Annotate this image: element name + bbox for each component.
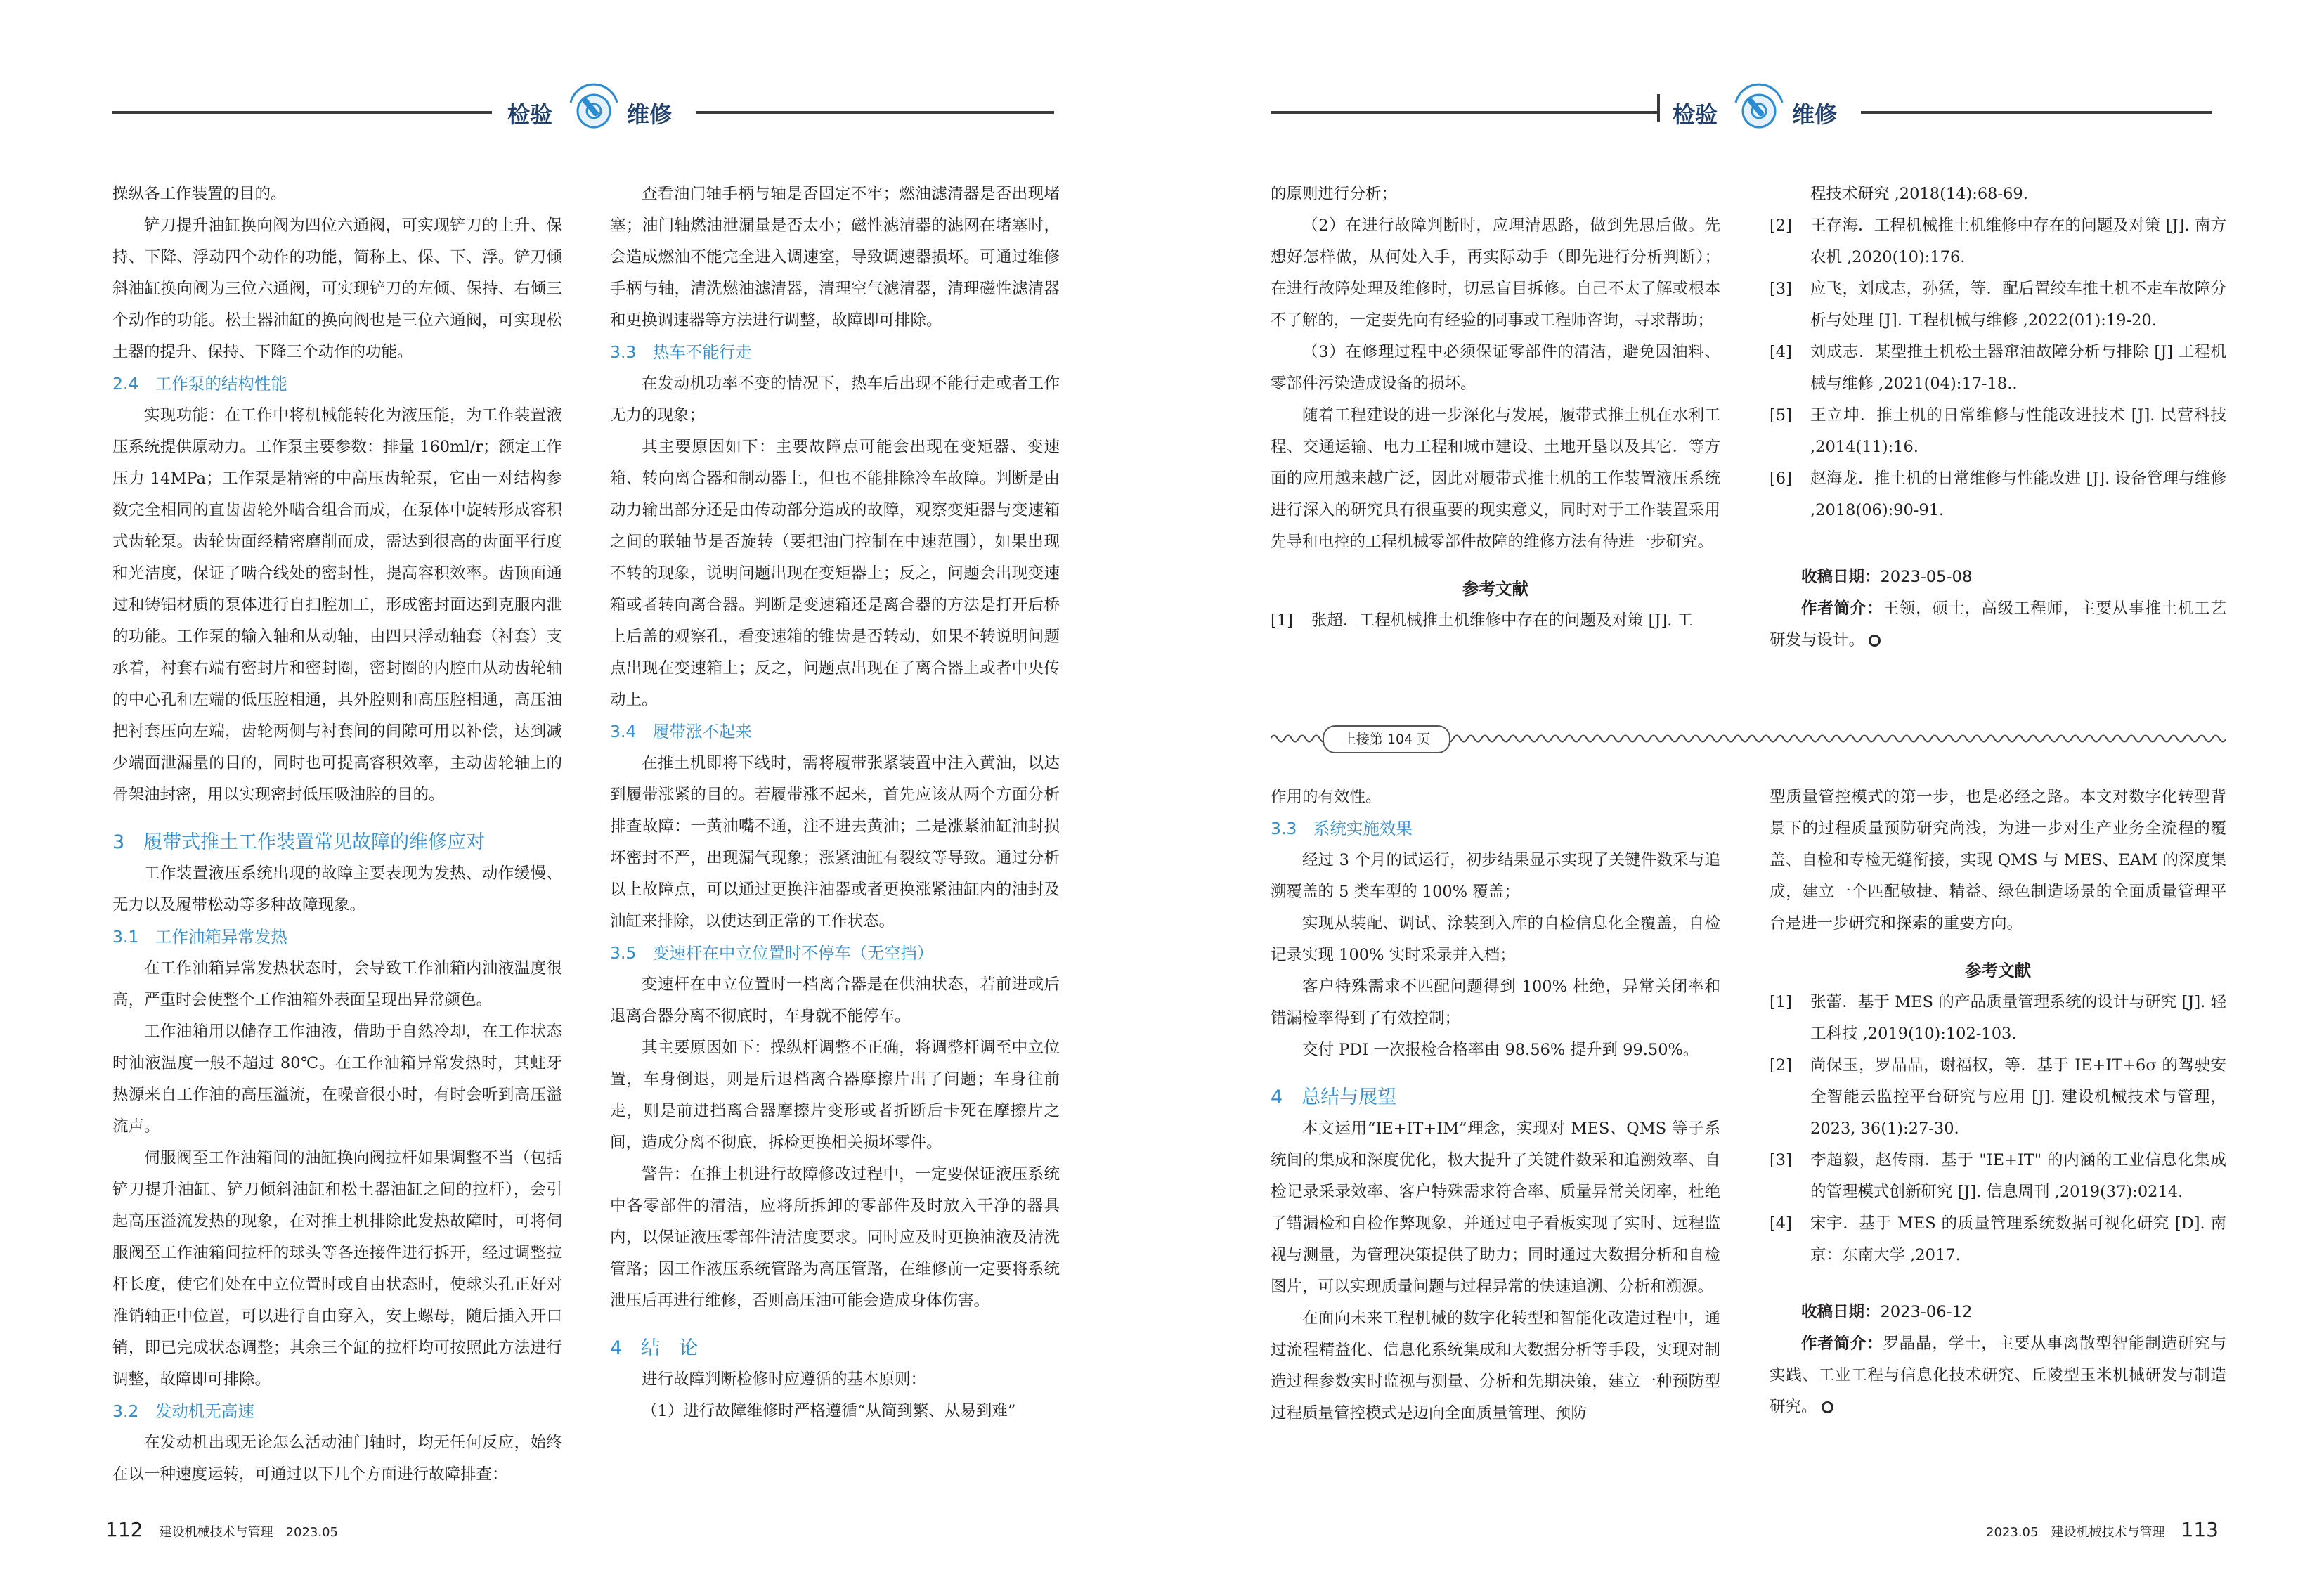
reference-item [1770,987,2226,1050]
paragraph: 本文运用“IE+IT+IM”理念，实现对 MES、QMS 等子系统间的集成和深度优化，极大提升了关键件数采和追溯效率、自检记录采录效率、客户特殊需求符合率、质量异常关闭率，杜绝了错漏检和自检作弊现象，并通过电子看板实现了实时、远程监视与测量，为管理决策提供了助力；同时通过大数据分析和自检图片，可以实现质量问题与过程异常的快速追溯、分析和溯源。 [1271,1120,1720,1296]
header-right-label-2: 维修 [1792,101,1838,128]
paragraph: 伺服阀至工作油箱间的油缸换向阀拉杆如果调整不当（包括铲刀提升油缸、铲刀倾斜油缸和松土器油缸之间的拉杆），会引起高压溢流发热的现象，在对推土机排除此发热故障时，可将伺服阀至工作油箱间拉杆的球头等各连接件进行拆开，经过调整拉杆长度，使它们处在中立位置时或自由状态时，使球头孔正好对准销轴正中位置，可以进行自由穿入，安上螺母，随后插入开口销，即已完成状态调整；其余三个缸的拉杆均可按照此方法进行调整，故障即可排除。 [112,1149,562,1389]
section-heading: 3.5 变速杆在中立位置时不停车（无空挡） [610,943,934,963]
footer-right [1986,1518,2219,1541]
header-right [1657,76,1861,132]
column-4 [1770,179,2226,656]
author-value: 罗晶晶，学士，主要从事离散型智能制造研究与实践、工业工程与信息化技术研究、丘陵型玉米机械研发与制造研究。 [1770,1335,2226,1416]
paragraph: 警告：在推土机进行故障修改过程中，一定要保证液压系统中各零部件的清洁，应将所拆卸的零部件及时放入干净的器具内，以保证液压零部件清洁度要求。同时应及时更换油液及清洗管路；因工作液压系统管路为高压管路，在维修前一定要将系统泄压后再进行维修，否则高压油可能会造成身体伤害。 [610,1165,1060,1310]
paragraph: 型质量管控模式的第一步，也是必经之路。本文对数字化转型背景下的过程质量预防研究尚浅，为进一步对生产业务全流程的覆盖、自检和专检无缝衔接，实现 QMS 与 MES、EAM 的深度集成，建立一个匹配敏捷、精益、绿色制造场景的全面质量管理平台是进一步研究和探索的重要方向。 [1770,788,2226,933]
reference-text: 尚保玉，罗晶晶，谢福权，等．基于 IE+IT+6σ 的驾驶安全智能云监控平台研究与应用 [J]. 建设机械技术与管理，2023, 36(1):27-30. [1810,1056,2226,1138]
section-heading: 3.3 热车不能行走 [610,342,752,362]
received-date [1770,562,2226,593]
reference-item [1770,463,2226,526]
reference-number: [2] [1770,1056,1792,1075]
references-title: 参考文献 [1462,579,1528,599]
author-value: 王领，硕士，高级工程师，主要从事推土机工艺研发与设计。 [1770,599,2226,649]
reference-text: 应飞，刘成志，孙猛，等．配后置绞车推土机不走车故障分析与处理 [J]. 工程机械与维修 ,2022(01):19-20. [1810,280,2226,330]
reference-item [1770,337,2226,400]
reference-text: 程技术研究 ,2018(14):68-69. [1810,185,2028,203]
reference-number: [1] [1271,611,1293,630]
header-left-label-1: 检验 [507,101,553,128]
author-label: 作者简介： [1801,599,1883,618]
received-date [1770,1297,2226,1328]
reference-number: [4] [1770,343,1792,361]
header-divider [1657,94,1660,122]
section-heading: 2.4 工作泵的结构性能 [112,374,287,394]
reference-text: 王立坤．推土机的日常维修与性能改进技术 [J]. 民营科技 ,2014(11):16. [1810,406,2226,456]
paragraph: 在发动机出现无论怎么活动油门轴时，均无任何反应，始终在以一种速度运转，可通过以下几个方面进行故障排查： [112,1434,562,1484]
reference-number: [6] [1770,469,1792,488]
column-5 [1271,781,1720,1429]
reference-text: 张蕾．基于 MES 的产品质量管理系统的设计与研究 [J]. 轻工科技 ,2019(10):102-103. [1810,993,2226,1043]
reference-item [1770,1208,2226,1271]
references-title: 参考文献 [1965,961,2031,980]
continued-from-badge: 上接第 104 页 [1323,725,1450,753]
end-mark-icon [1822,1401,1833,1413]
paragraph: 变速杆在中立位置时一档离合器是在供油状态，若前进或后退离合器分离不彻底时，车身就不能停车。 [610,975,1060,1025]
section-heading: 3.1 工作油箱异常发热 [112,927,287,947]
reference-text: 宋宇．基于 MES 的质量管理系统数据可视化研究 [D]. 南京：东南大学 ,2017. [1810,1214,2226,1264]
end-mark-icon [1869,635,1881,647]
paragraph: 铲刀提升油缸换向阀为四位六通阀，可实现铲刀的上升、保持、下降、浮动四个动作的功能，简称上、保、下、浮。铲刀倾斜油缸换向阀为三位六通阀，可实现铲刀的左倾、保持、右倾三个动作的功能。松土器油缸的换向阀也是三位六通阀，可实现松土器的提升、保持、下降三个动作的功能。 [112,216,562,361]
received-value: 2023-06-12 [1880,1303,1973,1321]
section-heading: 3.4 履带涨不起来 [610,722,752,741]
reference-text: 赵海龙．推土机的日常维修与性能改进 [J]. 设备管理与维修 ,2018(06):90-91. [1810,469,2226,519]
author-bio [1770,1328,2226,1423]
paragraph: 在发动机功率不变的情况下，热车后出现不能行走或者工作无力的现象； [610,375,1060,424]
reference-item [1271,605,1720,637]
reference-item [1770,1145,2226,1208]
section-heading: 4 结 论 [610,1337,699,1359]
paragraph: 在面向未来工程机械的数字化转型和智能化改造过程中，通过流程精益化、信息化系统集成和大数据分析等手段，实现对制造过程参数实时监视与测量、分析和先期决策，建立一种预防型过程质量管控模式是迈向全面质量管理、预防 [1271,1309,1720,1422]
reference-number: [3] [1770,1151,1792,1169]
reference-item [1770,179,2226,210]
reference-number: [3] [1770,280,1792,298]
paragraph: （3）在修理过程中必须保证零部件的清洁，避免因油料、零部件污染造成设备的损坏。 [1271,343,1720,393]
reference-item [1770,273,2226,337]
paragraph: 在推土机即将下线时，需将履带张紧装置中注入黄油，以达到履带涨紧的目的。若履带涨不起来，首先应该从两个方面分析排查故障：一黄油嘴不通，注不进去黄油；二是涨紧油缸油封损坏密封不严，出现漏气现象；涨紧油缸有裂纹等导致。通过分析以上故障点，可以通过更换注油器或者更换涨紧油缸内的油封及油缸来排除，以使达到正常的工作状态。 [610,754,1060,930]
page-number: 112 [105,1518,143,1541]
section-heading: 3 履带式推土工作装置常见故障的维修应对 [112,831,486,853]
paragraph: 实现功能：在工作中将机械能转化为液压能，为工作装置液压系统提供原动力。工作泵主要参数：排量 160ml/r；额定工作压力 14MPa；工作泵是精密的中高压齿轮泵，它由一对结构参数完全相同的直齿齿轮外啮合组合而成，在泵体中旋转形成容积式齿轮泵。齿轮齿面经精密磨削而成，需达到很高的齿面平行度和光洁度，保证了啮合线处的密封性，提高容积效率。齿顶面通过和铸铝材质的泵体进行自扫腔加工，形成密封面达到克服内泄的功能。工作泵的输入轴和从动轴，由四只浮动轴套（衬套）支承着，衬套右端有密封片和密封圈，密封圈的内腔由从动齿轮轴的中心孔和左端的低压腔相通，其外腔则和高压腔相通，高压油把衬套压向左端，齿轮两侧与衬套间的间隙可用以补偿，达到减少端面泄漏量的目的，同时也可提高容积效率，主动齿轮轴上的骨架油封密，用以实现密封低压吸油腔的目的。 [112,406,562,804]
column-2 [610,179,1060,1427]
paragraph: 随着工程建设的进一步深化与发展，履带式推土机在水利工程、交通运输、电力工程和城市建设、土地开垦以及其它．等方面的应用越来越广泛，因此对履带式推土机的工作装置液压系统进行深入的研究具有很重要的现实意义，同时对于工作装置采用先导和电控的工程机械零部件故障的维修方法有待进一步研究。 [1271,406,1720,551]
paragraph: 查看油门轴手柄与轴是否固定不牢；燃油滤清器是否出现堵塞；油门轴燃油泄漏量是否太小；磁性滤清器的滤网在堵塞时，会造成燃油不能完全进入调速室，导致调速器损坏。可通过维修手柄与轴，清洗燃油滤清器，清理空气滤清器，清理磁性滤清器和更换调速器等方法进行调整，故障即可排除。 [610,185,1060,330]
reference-text: 刘成志．某型推土机松土器窜油故障分析与排除 [J] 工程机械与维修 ,2021(04):17-18.. [1810,343,2226,393]
paragraph: 工作油箱用以储存工作油液，借助于自然冷却，在工作状态时油液温度一般不超过 80℃。在工作油箱异常发热时，其蛀牙热源来自工作油的高压溢流，在噪音很小时，有时会听到高压溢流声。 [112,1023,562,1136]
paragraph: 实现从装配、调试、涂装到入库的自检信息化全覆盖，自检记录实现 100% 实时采录并入档； [1271,914,1720,964]
reference-text: 张超．工程机械推土机维修中存在的问题及对策 [J]. 工 [1311,611,1694,630]
reference-text: 王存海．工程机械推土机维修中存在的问题及对策 [J]. 南方农机 ,2020(10):176. [1810,216,2226,266]
paragraph: 的原则进行分析； [1271,185,1398,203]
author-bio [1770,593,2226,656]
paragraph: 进行故障判断检修时应遵循的基本原则： [642,1370,927,1389]
page-number: 113 [2181,1518,2219,1541]
reference-text: 李超毅，赵传雨．基于 "IE+IT" 的内涵的工业信息化集成的管理模式创新研究 [J]. 信息周刊 ,2019(37):0214. [1810,1151,2226,1201]
received-value: 2023-05-08 [1880,568,1973,586]
paragraph: 其主要原因如下：操纵杆调整不正确，将调整杆调至中立位置，车身倒退，则是后退档离合器摩擦片出了问题；车身往前走，则是前进挡离合器摩擦片变形或者折断后卡死在摩擦片之间，造成分离不彻底，拆检更换相关损坏零件。 [610,1039,1060,1152]
paragraph: （2）在进行故障判断时，应理清思路，做到先思后做。先想好怎样做，从何处入手，再实际动手（即先进行分析判断）；在进行故障处理及维修时，切忌盲目拆修。自己不太了解或根本不了解的，一定要先向有经验的同事或工程师咨询，寻求帮助； [1271,216,1720,330]
paragraph: （1）进行故障维修时严格遵循“从简到繁、从易到难” [642,1402,1016,1420]
reference-number: [2] [1770,216,1792,235]
column-1 [112,179,562,1491]
reference-number: [5] [1770,406,1792,424]
column-6 [1770,781,2226,1423]
journal-name: 2023.05 建设机械技术与管理 [1986,1525,2165,1540]
author-label: 作者简介： [1801,1335,1883,1353]
received-label: 收稿日期： [1801,568,1881,586]
paragraph: 经过 3 个月的试运行，初步结果显示实现了关键件数采与追溯覆盖的 5 类车型的 100% 覆盖； [1271,851,1720,901]
header-right-label-1: 检验 [1673,101,1718,128]
section-heading: 4 总结与展望 [1271,1086,1397,1108]
reference-item [1770,210,2226,273]
paragraph: 在工作油箱异常发热状态时，会导致工作油箱内油液温度很高，严重时会使整个工作油箱外表面呈现出异常颜色。 [112,959,562,1009]
reference-number: [4] [1770,1214,1792,1233]
section-heading: 3.3 系统实施效果 [1271,819,1413,838]
wrench-gear-icon [568,82,620,136]
paragraph: 客户特殊需求不匹配问题得到 100% 杜绝，异常关闭率和错漏检率得到了有效控制； [1271,978,1720,1027]
journal-name: 建设机械技术与管理 2023.05 [159,1525,338,1540]
reference-item [1770,1050,2226,1145]
reference-item [1770,400,2226,463]
reference-number: [1] [1770,993,1792,1011]
paragraph: 操纵各工作装置的目的。 [112,185,287,203]
header-left [492,76,696,132]
header-left-label-2: 维修 [627,101,673,128]
paragraph: 交付 PDI 一次报检合格率由 98.56% 提升到 99.50%。 [1302,1041,1699,1059]
section-heading: 3.2 发动机无高速 [112,1401,254,1421]
paragraph: 作用的有效性。 [1271,788,1382,806]
footer-left [105,1518,338,1541]
received-label: 收稿日期： [1801,1303,1881,1321]
wrench-gear-icon [1733,82,1785,136]
column-3 [1271,179,1720,637]
paragraph: 其主要原因如下：主要故障点可能会出现在变矩器、变速箱、转向离合器和制动器上，但也不能排除冷车故障。判断是由动力输出部分还是由传动部分造成的故障，观察变矩器与变速箱之间的联轴节是否旋转（要把油门控制在中速范围），如果出现不转的现象，说明问题出现在变矩器上；反之，问题会出现变速箱或者转向离合器。判断是变速箱还是离合器的方法是打开后桥上后盖的观察孔，看变速箱的锥齿是否转动，如果不转说明问题点出现在变速箱上；反之，问题点出现在了离合器上或者中央传动上。 [610,438,1060,709]
paragraph: 工作装置液压系统出现的故障主要表现为发热、动作缓慢、无力以及履带松动等多种故障现象。 [112,864,562,914]
